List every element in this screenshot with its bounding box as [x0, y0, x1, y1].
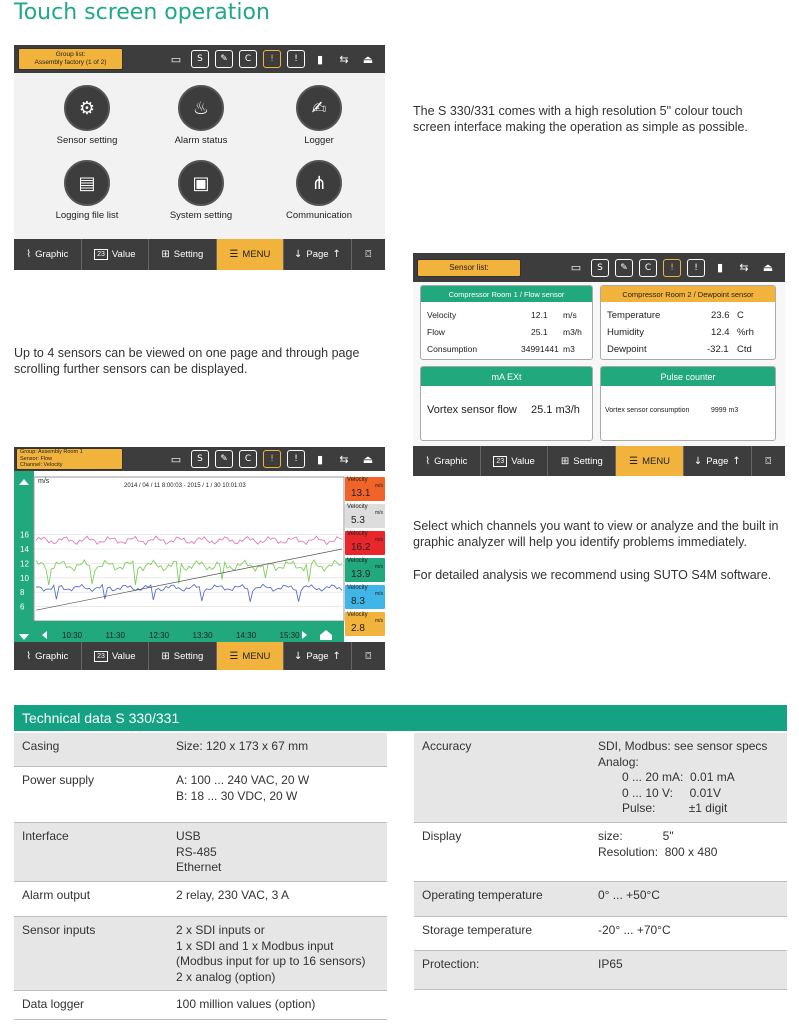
- list-icon: ☰: [229, 249, 239, 260]
- usb-icon: ⇆: [339, 52, 349, 66]
- sensor-list-label[interactable]: Sensor list:: [417, 259, 521, 277]
- usb-icon: ⇆: [739, 261, 749, 274]
- arrow-down-icon: ↓: [293, 249, 303, 260]
- spec-value: [598, 957, 786, 973]
- channel-unit: m/s: [374, 591, 383, 597]
- menu-item-logging-file-list[interactable]: [27, 160, 147, 221]
- menu-item-communication[interactable]: [259, 160, 379, 221]
- page-label: Page: [306, 650, 329, 662]
- alarm-icon[interactable]: !: [687, 259, 705, 277]
- page-button[interactable]: [684, 446, 752, 476]
- date-range: 2014 / 04 / 11 8:00:03 - 2015 / 1 / 30 10:01:03: [124, 483, 246, 489]
- setting-button[interactable]: [548, 446, 616, 476]
- row-value: 12.4: [711, 327, 730, 338]
- group-label-line1: Group list:: [55, 51, 86, 58]
- spec-value-line: 2 x analog (option): [176, 969, 276, 984]
- card-text: Vortex sensor consumption: [605, 407, 690, 414]
- menu-item-alarm-status[interactable]: [141, 85, 261, 146]
- graphic-screen: [14, 447, 385, 670]
- spec-value-line: SDI, Modbus: see sensor specs: [598, 739, 768, 753]
- y-tick-label: 16: [20, 530, 29, 540]
- value-label: Value: [111, 249, 136, 260]
- row-name: Flow: [427, 327, 445, 337]
- spec-value: [598, 739, 786, 817]
- spec-value-line: -20° ... +70°C: [598, 923, 671, 937]
- channel-unit: m/s: [374, 618, 383, 624]
- channel-value-box[interactable]: [345, 531, 385, 555]
- page-label: Page: [706, 455, 729, 467]
- graphic-button[interactable]: [413, 446, 481, 476]
- battery-icon: ▭: [170, 52, 182, 66]
- card-value: 9999 m3: [711, 407, 739, 414]
- setting-label: Setting: [573, 455, 603, 467]
- graphic-body: [14, 471, 385, 642]
- channels-description: Select which channels you want to view or analyze and the built in graphic analyzer will help you identify problems immediately.: [413, 519, 779, 549]
- usb-icon: ⇆: [339, 452, 349, 466]
- chart-icon: ⌇: [26, 249, 32, 260]
- card-title: mA EXt: [421, 367, 592, 386]
- sensor-gear-icon: ⚙: [64, 85, 110, 131]
- spec-value-line: 1 x SDI and 1 x Modbus input: [176, 938, 334, 953]
- spec-label: Interface: [22, 829, 69, 843]
- channel-unit: m/s: [374, 483, 383, 489]
- battery-icon: ▭: [570, 261, 582, 274]
- status-icons: [567, 253, 777, 282]
- channel-label: Velocity: [347, 504, 368, 510]
- camera-button[interactable]: [352, 239, 385, 270]
- channel-value: 2.8: [351, 623, 365, 634]
- arrow-down-icon: ↓: [693, 455, 703, 467]
- sensor-list-screen: [413, 253, 785, 476]
- bottom-bar: [413, 446, 785, 476]
- spec-label: Power supply: [22, 773, 95, 787]
- menu-item-label: Logger: [304, 135, 334, 146]
- row-name: Dewpoint: [607, 344, 647, 355]
- page-title: Touch screen operation: [14, 0, 270, 25]
- value-label: Value: [511, 455, 535, 467]
- spec-label: Storage temperature: [422, 923, 533, 937]
- row-divider: [14, 1019, 387, 1020]
- row-value: 34991441: [521, 344, 559, 354]
- x-tick-label: 13:30: [192, 631, 213, 640]
- channel-value-box[interactable]: [345, 585, 385, 609]
- y-tick-label: 10: [20, 573, 29, 583]
- spec-label: Operating temperature: [422, 888, 543, 902]
- menu-top-bar: [14, 45, 385, 73]
- card-title: Compressor Room 2 / Dewpoint sensor: [601, 286, 775, 302]
- spec-value-line: 0 ... 10 V: 0.01V: [622, 785, 721, 800]
- channel-text: Channel: Velocity: [20, 462, 63, 468]
- graphic-button[interactable]: [14, 239, 82, 270]
- sensor-status-icon[interactable]: S: [191, 50, 209, 68]
- spec-value-line: IP65: [598, 957, 623, 971]
- touch-description: The S 330/331 comes with a high resolution 5" colour touch screen interface making the operation as simple as possible.: [413, 104, 748, 134]
- setting-button[interactable]: [149, 239, 217, 270]
- menu-button[interactable]: [217, 642, 285, 670]
- channel-value: 5.3: [351, 515, 365, 526]
- spec-value-line: Analog:: [598, 754, 639, 769]
- channel-label: Velocity: [347, 585, 368, 591]
- spec-value-line: USB: [176, 829, 201, 843]
- alert-eject-icon[interactable]: ⏏: [362, 452, 374, 466]
- channel-label[interactable]: [16, 448, 123, 470]
- camera-button[interactable]: [752, 446, 785, 476]
- warning-icon[interactable]: !: [663, 259, 681, 277]
- channel-value: 16.2: [351, 542, 371, 553]
- channel-label: Velocity: [347, 558, 368, 564]
- arrow-up-icon: ↑: [732, 455, 741, 467]
- x-tick-label: 12:30: [149, 631, 170, 640]
- spec-label: Casing: [22, 739, 60, 753]
- spec-value: [176, 829, 384, 876]
- spec-value: [176, 923, 384, 985]
- calendar-icon: 23: [94, 651, 108, 662]
- spec-label: Sensor inputs: [22, 923, 96, 937]
- spec-value-line: RS-485: [176, 844, 217, 859]
- row-unit: Ctd: [737, 344, 752, 355]
- y-tick-label: 14: [20, 545, 29, 554]
- sensor-card-ma[interactable]: [420, 366, 593, 441]
- sensor-text: Sensor: Flow: [20, 455, 53, 462]
- row-divider: [414, 989, 787, 990]
- trend-chart[interactable]: [14, 471, 385, 642]
- x-tick-label: 15:30: [279, 631, 300, 640]
- warning-icon[interactable]: !: [263, 450, 281, 468]
- spec-value: [598, 888, 786, 904]
- row-value: -32.1: [707, 344, 729, 355]
- menu-button[interactable]: [616, 446, 684, 476]
- power-icon: ▮: [316, 52, 324, 66]
- y-tick-label: 6: [20, 602, 25, 612]
- card-title: Pulse counter: [601, 367, 775, 386]
- alert-eject-icon[interactable]: ⏏: [762, 261, 774, 274]
- row-unit: m3/h: [563, 327, 582, 337]
- spec-value-line: size: 5": [598, 829, 674, 843]
- value-label: Value: [111, 650, 136, 662]
- power-icon: ▮: [316, 452, 324, 466]
- value-button[interactable]: [82, 239, 150, 270]
- sensor-status-icon[interactable]: S: [591, 259, 609, 277]
- graphic-button[interactable]: [14, 642, 82, 670]
- spec-value-line: Pulse: ±1 digit: [622, 801, 728, 815]
- status-icons: [167, 45, 377, 73]
- alarm-icon[interactable]: !: [287, 450, 305, 468]
- spec-label: Accuracy: [422, 739, 472, 753]
- channel-value-box[interactable]: [345, 612, 385, 636]
- arrow-up-icon: ↑: [332, 650, 341, 662]
- spec-label: Protection:: [422, 957, 480, 971]
- graphic-top-bar: [14, 447, 385, 471]
- warning-icon[interactable]: !: [263, 50, 281, 68]
- spec-value: [176, 997, 384, 1013]
- list-icon: ☰: [229, 650, 239, 662]
- bottom-bar: [14, 239, 385, 270]
- channel-value: 13.1: [351, 488, 371, 499]
- spec-value: [598, 829, 786, 860]
- spec-value: [176, 773, 384, 804]
- log-status-icon[interactable]: ✎: [215, 50, 233, 68]
- menu-item-logger[interactable]: [259, 85, 379, 146]
- camera-button[interactable]: [352, 642, 385, 670]
- menu-item-label: Communication: [286, 210, 352, 221]
- setting-label: Setting: [173, 249, 204, 260]
- row-name: Temperature: [607, 310, 661, 321]
- channel-value-box[interactable]: [345, 504, 385, 528]
- spec-value-line: Ethernet: [176, 860, 222, 874]
- bottom-bar: [14, 642, 385, 670]
- row-divider: [14, 766, 387, 767]
- sensor-status-icon[interactable]: S: [191, 450, 209, 468]
- menu-item-label: Logging file list: [55, 210, 119, 221]
- y-tick-label: 12: [20, 559, 29, 569]
- settings-grid-icon: ⊞: [161, 249, 170, 260]
- tech-header: Technical data S 330/331: [14, 705, 787, 731]
- value-button[interactable]: [82, 642, 150, 670]
- battery-icon: ▭: [170, 452, 182, 466]
- menu-screen: [14, 45, 385, 270]
- channel-unit: m/s: [374, 537, 383, 543]
- calendar-icon: 23: [94, 249, 108, 260]
- spec-value-line: 0 ... 20 mA: 0.01 mA: [622, 770, 735, 784]
- monitor-gear-icon: ▣: [178, 160, 224, 206]
- spec-label: Alarm output: [22, 888, 91, 902]
- menu-grid: [14, 73, 385, 239]
- alarm-light-icon: ♨: [178, 85, 224, 131]
- camera-icon: ⌼: [365, 249, 372, 260]
- row-divider: [14, 990, 387, 991]
- comm-status-icon[interactable]: C: [239, 50, 257, 68]
- alarm-icon[interactable]: !: [287, 50, 305, 68]
- menu-item-sensor-setting[interactable]: [27, 85, 147, 146]
- row-divider: [414, 916, 787, 917]
- menu-label: MENU: [242, 249, 271, 260]
- spec-value-line: 2 relay, 230 VAC, 3 A: [176, 888, 289, 902]
- spec-label: Data logger: [22, 997, 85, 1011]
- channel-label: Velocity: [347, 531, 368, 537]
- sensor-card-flow[interactable]: [420, 285, 593, 360]
- row-unit: %rh: [737, 327, 754, 338]
- file-tray-icon: ▤: [64, 160, 110, 206]
- page-button[interactable]: [284, 239, 352, 270]
- spec-label: Display: [422, 829, 462, 843]
- row-name: Humidity: [607, 327, 644, 338]
- sensor-card-pulse[interactable]: [600, 366, 776, 441]
- row-unit: m/s: [563, 310, 577, 320]
- row-divider: [14, 881, 387, 882]
- page-label: Page: [306, 249, 329, 260]
- x-tick-label: 11:30: [105, 631, 125, 640]
- row-divider: [414, 822, 787, 823]
- sensor-card-dewpoint[interactable]: [600, 285, 776, 360]
- chart-icon: ⌇: [26, 650, 32, 662]
- row-value: 25.1: [531, 327, 548, 337]
- list-icon: ☰: [629, 455, 639, 467]
- comm-status-icon[interactable]: C: [639, 259, 657, 277]
- row-value: 12.1: [531, 310, 548, 320]
- value-button[interactable]: [481, 446, 549, 476]
- spec-value-line: (Modbus input for up to 16 sensors): [176, 954, 366, 968]
- spec-value-line: B: 18 ... 30 VDC, 20 W: [176, 788, 298, 803]
- menu-button[interactable]: [217, 239, 285, 270]
- sensor-cards: [413, 282, 785, 446]
- log-status-icon[interactable]: ✎: [215, 450, 233, 468]
- spec-value-line: A: 100 ... 240 VAC, 20 W: [176, 773, 310, 787]
- power-icon: ▮: [716, 261, 724, 274]
- card-value: 25.1 m3/h: [531, 404, 580, 416]
- log-status-icon[interactable]: ✎: [615, 259, 633, 277]
- sensor-top-bar: [413, 253, 785, 282]
- camera-icon: ⌼: [365, 650, 372, 662]
- menu-label: MENU: [642, 455, 671, 467]
- channel-unit: m/s: [374, 510, 383, 516]
- channel-value-box[interactable]: [345, 558, 385, 582]
- calendar-icon: 23: [493, 456, 507, 467]
- setting-label: Setting: [173, 650, 204, 662]
- channel-value: 8.3: [351, 596, 365, 607]
- y-tick-label: 8: [20, 588, 25, 598]
- group-label[interactable]: [18, 48, 123, 70]
- group-label-line2: Assembly factory (1 of 2): [34, 59, 107, 66]
- menu-label: MENU: [242, 650, 271, 662]
- x-tick-label: 14:30: [236, 631, 257, 640]
- x-tick-label: 10:30: [62, 631, 83, 640]
- arrow-down-icon: ↓: [293, 650, 303, 662]
- spec-value-line: 100 million values (option): [176, 997, 316, 1011]
- spec-value: [598, 923, 786, 939]
- menu-item-label: Sensor setting: [56, 135, 118, 146]
- row-value: 23.6: [711, 310, 730, 321]
- menu-item-label: System setting: [169, 210, 233, 221]
- camera-icon: ⌼: [765, 455, 772, 467]
- channel-label: Velocity: [347, 477, 368, 483]
- network-tree-icon: ⋔: [296, 160, 342, 206]
- settings-grid-icon: ⊞: [161, 650, 170, 662]
- logger-pen-icon: ✍: [296, 85, 342, 131]
- comm-status-icon[interactable]: C: [239, 450, 257, 468]
- chart-icon: ⌇: [425, 455, 431, 467]
- row-unit: C: [737, 310, 744, 321]
- channel-value: 13.9: [351, 569, 371, 580]
- spec-value-line: Resolution: 800 x 480: [598, 844, 718, 859]
- row-name: Consumption: [427, 344, 478, 354]
- card-title: Compressor Room 1 / Flow sensor: [421, 286, 592, 302]
- group-text: Group: Assembly Room 1: [20, 449, 83, 455]
- unit-label: m/s: [38, 478, 50, 485]
- row-unit: m3: [563, 344, 575, 354]
- row-name: Velocity: [427, 310, 457, 320]
- channel-values: [345, 477, 385, 639]
- menu-item-system-setting[interactable]: [141, 160, 261, 221]
- page-button[interactable]: [284, 642, 352, 670]
- menu-item-label: Alarm status: [174, 135, 228, 146]
- channel-unit: m/s: [374, 564, 383, 570]
- channel-label: Velocity: [347, 612, 368, 618]
- arrow-up-icon: ↑: [332, 249, 341, 260]
- setting-button[interactable]: [149, 642, 217, 670]
- sensors-description: Up to 4 sensors can be viewed on one page and through page scrolling further sensors can be displayed.: [14, 346, 360, 376]
- spec-value-line: 0° ... +50°C: [598, 888, 660, 902]
- spec-value-line: 2 x SDI inputs or: [176, 923, 265, 937]
- channel-value-box[interactable]: [345, 477, 385, 501]
- status-icons: [167, 447, 377, 471]
- spec-value: [176, 888, 384, 904]
- software-description: For detailed analysis we recommend using SUTO S4M software.: [413, 568, 772, 582]
- spec-value: [176, 739, 384, 755]
- graphic-label: Graphic: [35, 249, 69, 260]
- spec-value-line: Size: 120 x 173 x 67 mm: [176, 739, 309, 753]
- card-text: Vortex sensor flow: [427, 404, 517, 416]
- graphic-label: Graphic: [35, 650, 69, 662]
- graphic-label: Graphic: [434, 455, 468, 467]
- alert-eject-icon[interactable]: ⏏: [362, 52, 374, 66]
- settings-grid-icon: ⊞: [560, 455, 570, 467]
